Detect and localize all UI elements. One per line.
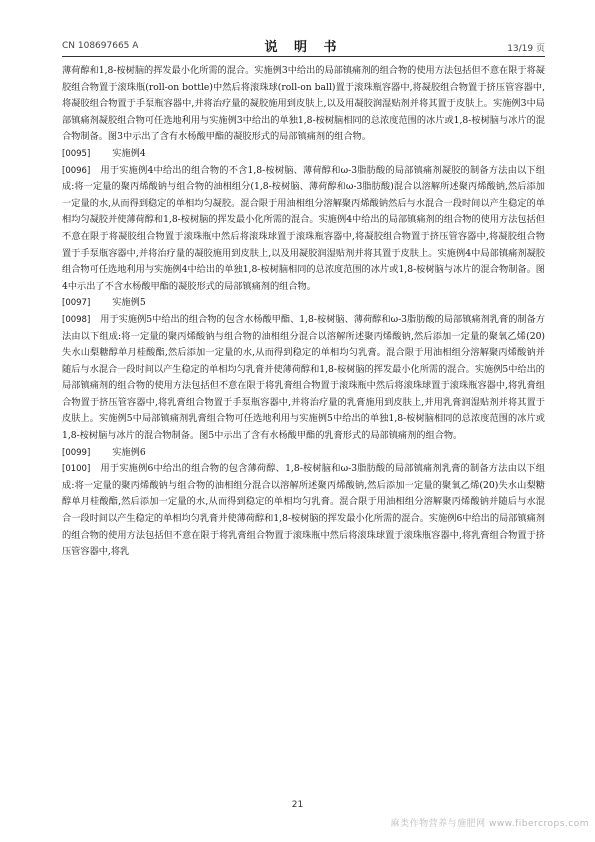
section-heading <box>62 445 545 462</box>
section-heading <box>62 295 545 312</box>
paragraph-number: [0096] <box>62 165 91 176</box>
section-heading-title: 实施例6 <box>112 446 146 458</box>
page-header <box>62 38 545 57</box>
intro-paragraph: 薄荷醇和1,8-桉树脑的挥发最小化所需的混合。实施例3中给出的局部镇痛剂的组合物的使用方法包括但不意在限于将凝胶组合物置于滚珠瓶(roll-on bottle)中然后将滚珠球(roll-on ball)置于滚珠瓶容器中,将凝胶组合物置于挤压管容器中,将凝胶组合物置于手泵瓶容器中,并将治疗量的凝胶施用到皮肤上,以及用凝胶润湿贴剂并将其置于皮肤上。实施例3中局部镇痛剂凝胶组合物可任选地利用与实施例3中给出的单独1,8-桉树脑相同的总浓度范围的冰片或1,8-桉树脑与冰片的混合物制备。图3中示出了含有水杨酸甲酯的凝胶形式的局部镇痛剂的组合物。 <box>62 65 545 143</box>
section-heading-title: 实施例5 <box>112 297 146 309</box>
paragraph-number: [0100] <box>62 464 91 475</box>
paragraph-number: [0097] <box>62 298 91 309</box>
page-indicator: 13/19 页 <box>507 44 545 54</box>
document-title: 说 明 书 <box>264 40 343 55</box>
watermark: 麻类作物营养与施肥网 www.fibercrops.com <box>390 819 589 829</box>
page-number: 21 <box>291 800 304 810</box>
paragraph-number: [0098] <box>62 314 91 325</box>
section-heading <box>62 146 545 163</box>
section-heading-title: 实施例4 <box>112 147 146 159</box>
paragraph-text: 用于实施例6中给出的组合物的包含薄荷醇、1,8-桉树脑和ω-3脂肪酸的局部镇痛剂乳膏的制备方法由以下组成:将一定量的聚丙烯酸钠与组合物的油相组分混合以溶解所述聚丙烯酸钠,然后添加一定量的聚氧乙烯(20)失水山梨糖醇单月桂酸酯,然后添加一定量的水,从而得到稳定的单相均匀乳膏。混合限于用油相组分溶解聚丙烯酸钠并随后与水混合一段时间以产生稳定的单相均匀乳膏并使薄荷醇和1,8-桉树脑的挥发最小化所需的混合。实施例6中给出的局部镇痛剂的组合物的使用方法包括但不意在限于将乳膏组合物置于滚珠瓶中然后将滚珠球置于滚珠瓶容器中,将乳膏组合物置于挤压管容器中,将乳 <box>62 463 545 558</box>
paragraph-number: [0095] <box>62 148 91 159</box>
paragraph-text: 用于实施例5中给出的组合物的包含水杨酸甲酯、1,8-桉树脑、薄荷醇和ω-3脂肪酸的局部镇痛剂乳膏的制备方法由以下组成:将一定量的聚丙烯酸钠与组合物的油相组分混合以溶解所述聚丙烯酸钠,然后添加一定量的聚氧乙烯(20)失水山梨糖醇单月桂酸酯,然后添加一定量的水,从而得到稳定的单相均匀乳膏。混合限于用油相组分溶解聚丙烯酸钠并随后与水混合一段时间以产生稳定的单相均匀乳膏并使薄荷醇和1,8-桉树脑的挥发最小化所需的混合。实施例5中给出的局部镇痛剂的组合物的使用方法包括但不意在限于将乳膏组合物置于滚珠瓶中然后将滚珠球置于滚珠瓶容器中,将乳膏组合物置于挤压管容器中,将乳膏组合物置于手泵瓶容器中,并将治疗量的乳膏施用到皮肤上,并用乳膏润湿贴剂并将其置于皮肤上。实施例5中局部镇痛剂乳膏组合物可任选地利用与实施例5中给出的单独1,8-桉树脑相同的总浓度范围的冰片或1,8-桉树脑与冰片的混合物制备。图5中示出了含有水杨酸甲酯的乳膏形式的局部镇痛剂的组合物。 <box>62 313 545 442</box>
document-body <box>62 63 545 561</box>
body-paragraph <box>62 163 545 296</box>
publication-number: CN 108697665 A <box>62 41 139 51</box>
body-paragraph <box>62 312 545 445</box>
paragraph-text: 用于实施例4中给出的组合物的不含1,8-桉树脑、薄荷醇和ω-3脂肪酸的局部镇痛剂凝胶的制备方法由以下组成:将一定量的聚丙烯酸钠与组合物的油相组分(1,8-桉树脑、薄荷醇和ω-3脂肪酸)混合以溶解所述聚丙烯酸钠,然后添加一定量的水,从而得到稳定的单相均匀凝胶。混合限于用油相组分溶解聚丙烯酸钠然后与水混合一段时间以产生稳定的单相均匀凝胶并使薄荷醇和1,8-桉树脑的挥发最小化所需的混合。实施例4中给出的局部镇痛剂的组合物的使用方法包括但不意在限于将凝胶组合物置于滚珠瓶中然后将滚珠球置于滚珠瓶容器中,将凝胶组合物置于挤压管容器中,将凝胶组合物置于手泵瓶容器中,并将治疗量的凝胶施用到皮肤上,以及用凝胶润湿贴剂并将其置于皮肤上。实施例4中局部镇痛剂凝胶组合物可任选地利用与实施例4中给出的单独1,8-桉树脑相同的总浓度范围的冰片或1,8-桉树脑与冰片的混合物制备。图4中示出了不含水杨酸甲酯的凝胶形式的局部镇痛剂的组合物。 <box>62 164 545 292</box>
body-paragraph <box>62 461 545 561</box>
paragraph-number: [0099] <box>62 447 91 458</box>
